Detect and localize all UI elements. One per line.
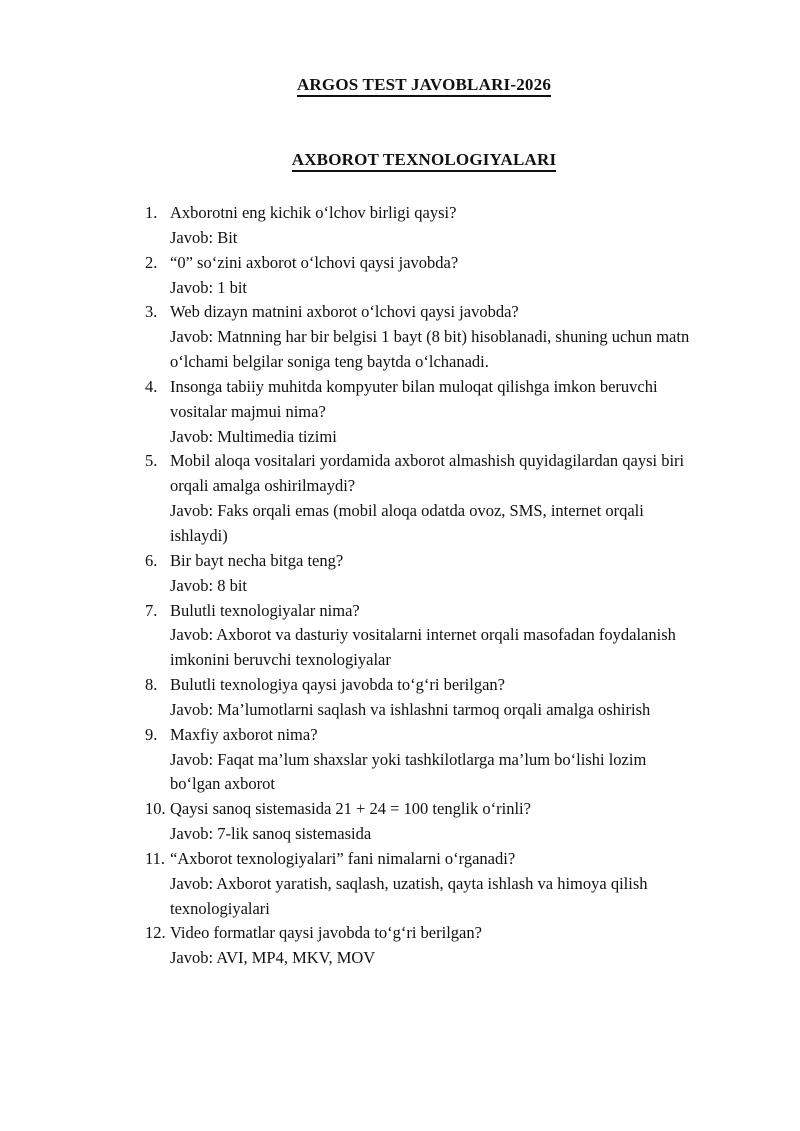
test-item xyxy=(145,201,690,251)
test-item xyxy=(145,723,690,798)
document-title-row xyxy=(145,74,703,96)
item-number: 6. xyxy=(145,550,158,570)
item-question: “0” soʻzini axborot oʻlchovi qaysi javobda? xyxy=(170,252,459,272)
test-item xyxy=(145,673,690,723)
item-answer: Javob: 8 bit xyxy=(170,575,247,595)
item-question-line xyxy=(145,599,690,624)
item-answer: Javob: Bit xyxy=(170,227,238,247)
item-question-line xyxy=(145,797,690,822)
item-question-line xyxy=(145,847,690,872)
item-question: Web dizayn matnini axborot oʻlchovi qaysi javobda? xyxy=(170,302,519,322)
item-question-line xyxy=(145,549,690,574)
item-question: Axborotni eng kichik oʻlchov birligi qaysi? xyxy=(170,203,457,222)
item-question-line xyxy=(145,921,690,946)
item-question: Insonga tabiiy muhitda kompyuter bilan muloqat qilishga imkon beruvchi vositalar majmui nima? xyxy=(170,376,658,421)
item-number: 11. xyxy=(145,848,166,868)
test-item xyxy=(145,847,690,922)
item-answer: Javob: 7-lik sanoq sistemasida xyxy=(170,824,372,844)
item-answer: Javob: Matnning har bir belgisi 1 bayt (8 bit) hisoblanadi, shuning uchun matn oʻlchami belgilar soniga teng baytda oʻlchanadi. xyxy=(170,327,690,372)
item-answer: Javob: Axborot va dasturiy vositalarni internet orqali masofadan foydalanish imkonini beruvchi texnologiyalar xyxy=(170,625,676,670)
test-item xyxy=(145,375,690,450)
item-question-line xyxy=(145,251,690,276)
item-question: “Axborot texnologiyalari” fani nimalarni oʻrganadi? xyxy=(170,848,516,868)
item-question-line xyxy=(145,300,690,325)
item-answer: Javob: AVI, MP4, MKV, MOV xyxy=(170,948,376,968)
item-question: Bir bayt necha bitga teng? xyxy=(170,550,344,570)
item-answer: Javob: Multimedia tizimi xyxy=(170,426,337,446)
document-title: ARGOS TEST JAVOBLARI-2026 xyxy=(297,75,551,97)
item-question: Mobil aloqa vositalari yordamida axborot almashish quyidagilardan qaysi biri orqali amalga oshirilmaydi? xyxy=(170,451,685,496)
item-number: 9. xyxy=(145,724,158,744)
item-number: 8. xyxy=(145,675,158,695)
item-number: 3. xyxy=(145,302,158,322)
test-item xyxy=(145,797,690,847)
item-answer: Javob: Axborot yaratish, saqlash, uzatish, qayta ishlash va himoya qilish texnologiyalari xyxy=(170,873,648,918)
item-number: 2. xyxy=(145,252,158,272)
item-question-line xyxy=(145,375,690,425)
item-answer: Javob: Faqat ma’lum shaxslar yoki tashkilotlarga ma’lum boʻlishi lozim boʻlgan axborot xyxy=(170,749,647,794)
test-item xyxy=(145,549,690,599)
item-question-line xyxy=(145,449,690,499)
test-item xyxy=(145,921,690,971)
item-number: 1. xyxy=(145,203,158,222)
item-question: Bulutli texnologiya qaysi javobda toʻgʻri berilgan? xyxy=(170,675,505,695)
item-number: 5. xyxy=(145,451,158,471)
section-title: AXBOROT TEXNOLOGIYALARI xyxy=(292,150,557,172)
section-title-row xyxy=(145,149,703,171)
item-number: 7. xyxy=(145,600,158,620)
item-answer: Javob: Ma’lumotlarni saqlash va ishlashni tarmoq orqali amalga oshirish xyxy=(170,699,651,719)
item-question-line xyxy=(145,201,690,226)
item-answer: Javob: 1 bit xyxy=(170,277,247,297)
question-answer-list xyxy=(145,201,690,971)
item-number: 12. xyxy=(145,923,166,943)
item-question-line xyxy=(145,723,690,748)
test-item xyxy=(145,300,690,375)
test-item xyxy=(145,599,690,674)
item-number: 10. xyxy=(145,799,166,819)
item-answer: Javob: Faks orqali emas (mobil aloqa odatda ovoz, SMS, internet orqali ishlaydi) xyxy=(170,501,644,545)
item-question: Qaysi sanoq sistemasida 21 + 24 = 100 tenglik oʻrinli? xyxy=(170,799,531,819)
item-question-line xyxy=(145,673,690,698)
test-item xyxy=(145,251,690,301)
item-question: Maxfiy axborot nima? xyxy=(170,724,318,744)
test-item xyxy=(145,449,690,548)
item-question: Video formatlar qaysi javobda toʻgʻri berilgan? xyxy=(170,923,482,943)
item-number: 4. xyxy=(145,376,158,396)
item-question: Bulutli texnologiyalar nima? xyxy=(170,600,360,620)
